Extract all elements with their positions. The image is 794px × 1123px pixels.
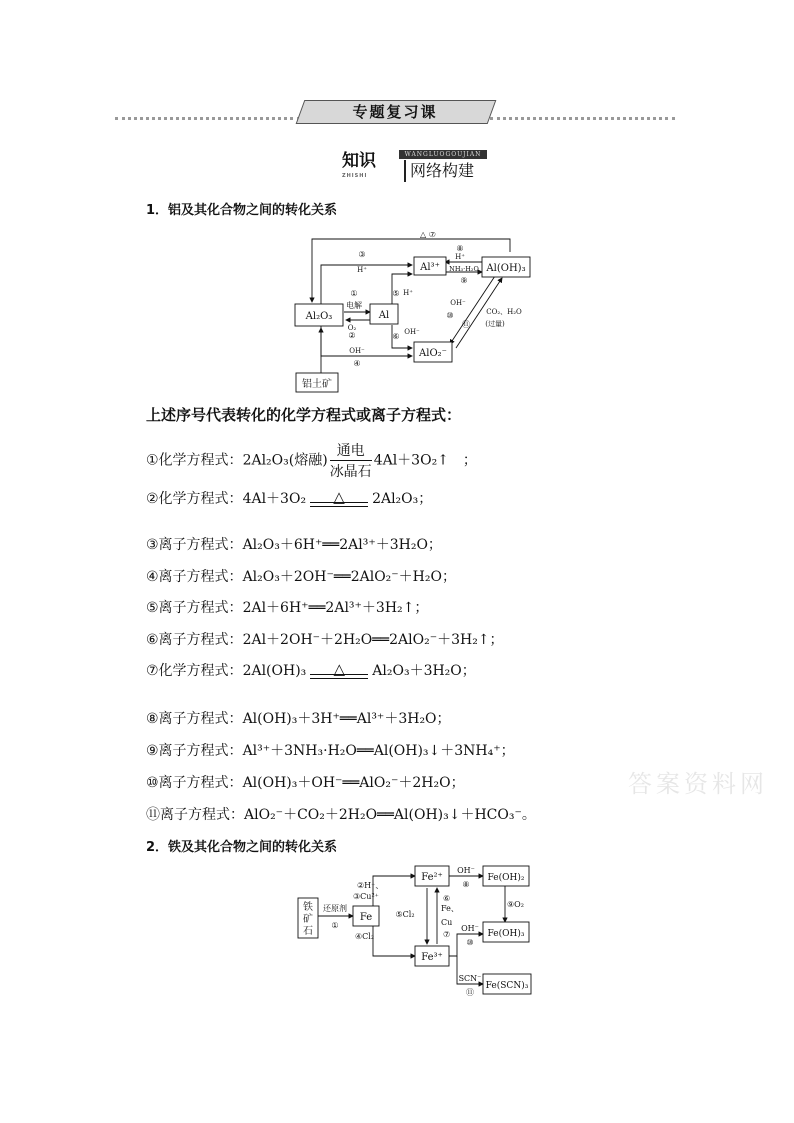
label-n4: ④	[353, 359, 361, 368]
eq7-heat: △	[333, 659, 346, 678]
equation-2: ②化学方程式：4Al＋3O₂ △ 2Al₂O₃；	[146, 487, 433, 507]
label-n6: ⑥	[443, 894, 451, 903]
label-scn: SCN⁻	[458, 974, 482, 983]
banner-dots-right	[490, 117, 675, 120]
equation-6: ⑥离子方程式：2Al＋2OH⁻＋2H₂O══2AlO₂⁻＋3H₂↑；	[146, 632, 504, 648]
node-ore-3: 石	[303, 926, 313, 937]
label-n11: ⑪	[462, 320, 470, 329]
node-feoh3: Fe(OH)₃	[487, 929, 525, 939]
node-al3: Al³⁺	[420, 262, 440, 273]
label-fe6: Fe、	[441, 904, 459, 913]
label-co2: CO₂、H₂O	[486, 308, 522, 316]
section-header-bar: WANGLUOGOUJIAN	[399, 150, 487, 159]
label-n8: ⑧	[462, 880, 470, 889]
banner-dots-left	[115, 117, 300, 120]
aluminum-diagram	[290, 232, 550, 397]
label-n9: ⑨	[460, 276, 468, 285]
label-o9: ⑨O₂	[507, 900, 524, 909]
node-ore-2: 矿	[303, 914, 313, 925]
label-n10: ⑩	[466, 938, 474, 947]
equation-11: ⑪离子方程式：AlO₂⁻＋CO₂＋2H₂O══Al(OH)₃↓＋HCO₃⁻。	[146, 807, 536, 823]
node-al: Al	[378, 310, 390, 321]
label-cl5: ⑤Cl₂	[395, 910, 415, 919]
node-aloh3: Al(OH)₃	[486, 263, 526, 274]
node-al2o3: Al₂O₃	[305, 311, 333, 322]
label-elec: 电解	[346, 301, 362, 310]
label-tri7: △ ⑦	[420, 232, 436, 239]
node-ore: 铝土矿	[302, 379, 332, 390]
equation-10: ⑩离子方程式：Al(OH)₃＋OH⁻══AlO₂⁻＋2H₂O；	[146, 775, 465, 791]
label-n7: ⑦	[443, 930, 451, 939]
equation-5: ⑤离子方程式：2Al＋6H⁺══2Al³⁺＋3H₂↑；	[146, 600, 429, 616]
equation-8: ⑧离子方程式：Al(OH)₃＋3H⁺══Al³⁺＋3H₂O；	[146, 711, 451, 727]
equation-1: ①化学方程式：2Al₂O₃(熔融) $\frac{\text{通电}}{\text{冰晶石}}$ 4Al＋3O₂↑ ；	[146, 440, 477, 481]
label-cu3: ③Cu²⁺	[353, 892, 379, 901]
node-ore-1: 铁	[303, 902, 313, 913]
label-n11: ⑪	[466, 988, 474, 997]
label-n6: ⑥	[392, 332, 400, 341]
label-n1: ①	[331, 921, 339, 930]
label-o2: O₂	[347, 324, 357, 332]
iron-diagram	[295, 864, 545, 999]
label-oh4: OH⁻	[349, 347, 365, 355]
label-excess: (过量)	[485, 320, 505, 328]
node-alo2: AlO₂⁻	[419, 348, 447, 359]
section-header-sub: 网络构建	[404, 160, 494, 182]
section-header	[342, 150, 487, 184]
section1-title: 1．铝及其化合物之间的转化关系	[146, 203, 338, 218]
equation-4: ④离子方程式：Al₂O₃＋2OH⁻══2AlO₂⁻＋H₂O；	[146, 569, 456, 585]
label-n2: ②	[348, 331, 356, 340]
equation-7: ⑦化学方程式：2Al(OH)₃ △ Al₂O₃＋3H₂O；	[146, 659, 476, 679]
section2-title: 2．铁及其化合物之间的转化关系	[146, 840, 338, 855]
label-oh8: OH⁻	[457, 866, 475, 875]
label-n3: ③	[358, 250, 366, 259]
equation-3: ③离子方程式：Al₂O₃＋6H⁺══2Al³⁺＋3H₂O；	[146, 537, 442, 553]
label-n1: ①	[350, 289, 358, 298]
label-h3: H⁺	[357, 266, 367, 274]
watermark: 答案资料网	[628, 770, 768, 798]
label-oh6: OH⁻	[404, 328, 420, 336]
eq1-condition-top: 通电	[330, 440, 372, 461]
label-n8: ⑧	[456, 244, 464, 253]
node-feoh2: Fe(OH)₂	[487, 873, 525, 883]
header-banner	[115, 100, 675, 124]
section-header-pinyin: ZHISHI	[342, 173, 368, 179]
label-h8: H⁺	[455, 253, 465, 261]
label-oh10: OH⁻	[450, 299, 466, 307]
eq1-condition-bottom: 冰晶石	[329, 464, 372, 480]
equation-9: ⑨离子方程式：Al³⁺＋3NH₃·H₂O══Al(OH)₃↓＋3NH₄⁺；	[146, 743, 515, 759]
label-red: 还原剂	[323, 904, 347, 913]
label-h5: H⁺	[403, 289, 413, 297]
section-header-main: 知识 ZHISHI	[342, 150, 398, 184]
label-cl4: ④Cl₂	[355, 932, 375, 941]
equations-intro: 上述序号代表转化的化学方程式或离子方程式：	[146, 406, 462, 424]
banner-title: 专题复习课	[352, 103, 438, 121]
label-nh3: NH₃·H₂O	[449, 265, 479, 273]
label-cu6: Cu	[441, 918, 453, 927]
node-fe3: Fe³⁺	[421, 952, 443, 963]
eq2-heat: △	[333, 487, 345, 506]
node-fe: Fe	[359, 912, 373, 923]
label-h2: ②H⁺、	[357, 881, 384, 890]
label-oh10: OH⁻	[461, 924, 479, 933]
node-fe2: Fe²⁺	[421, 872, 443, 883]
label-n10: ⑩	[446, 311, 454, 320]
label-n5: ⑤	[392, 289, 400, 298]
node-fescn: Fe(SCN)₃	[485, 981, 529, 991]
